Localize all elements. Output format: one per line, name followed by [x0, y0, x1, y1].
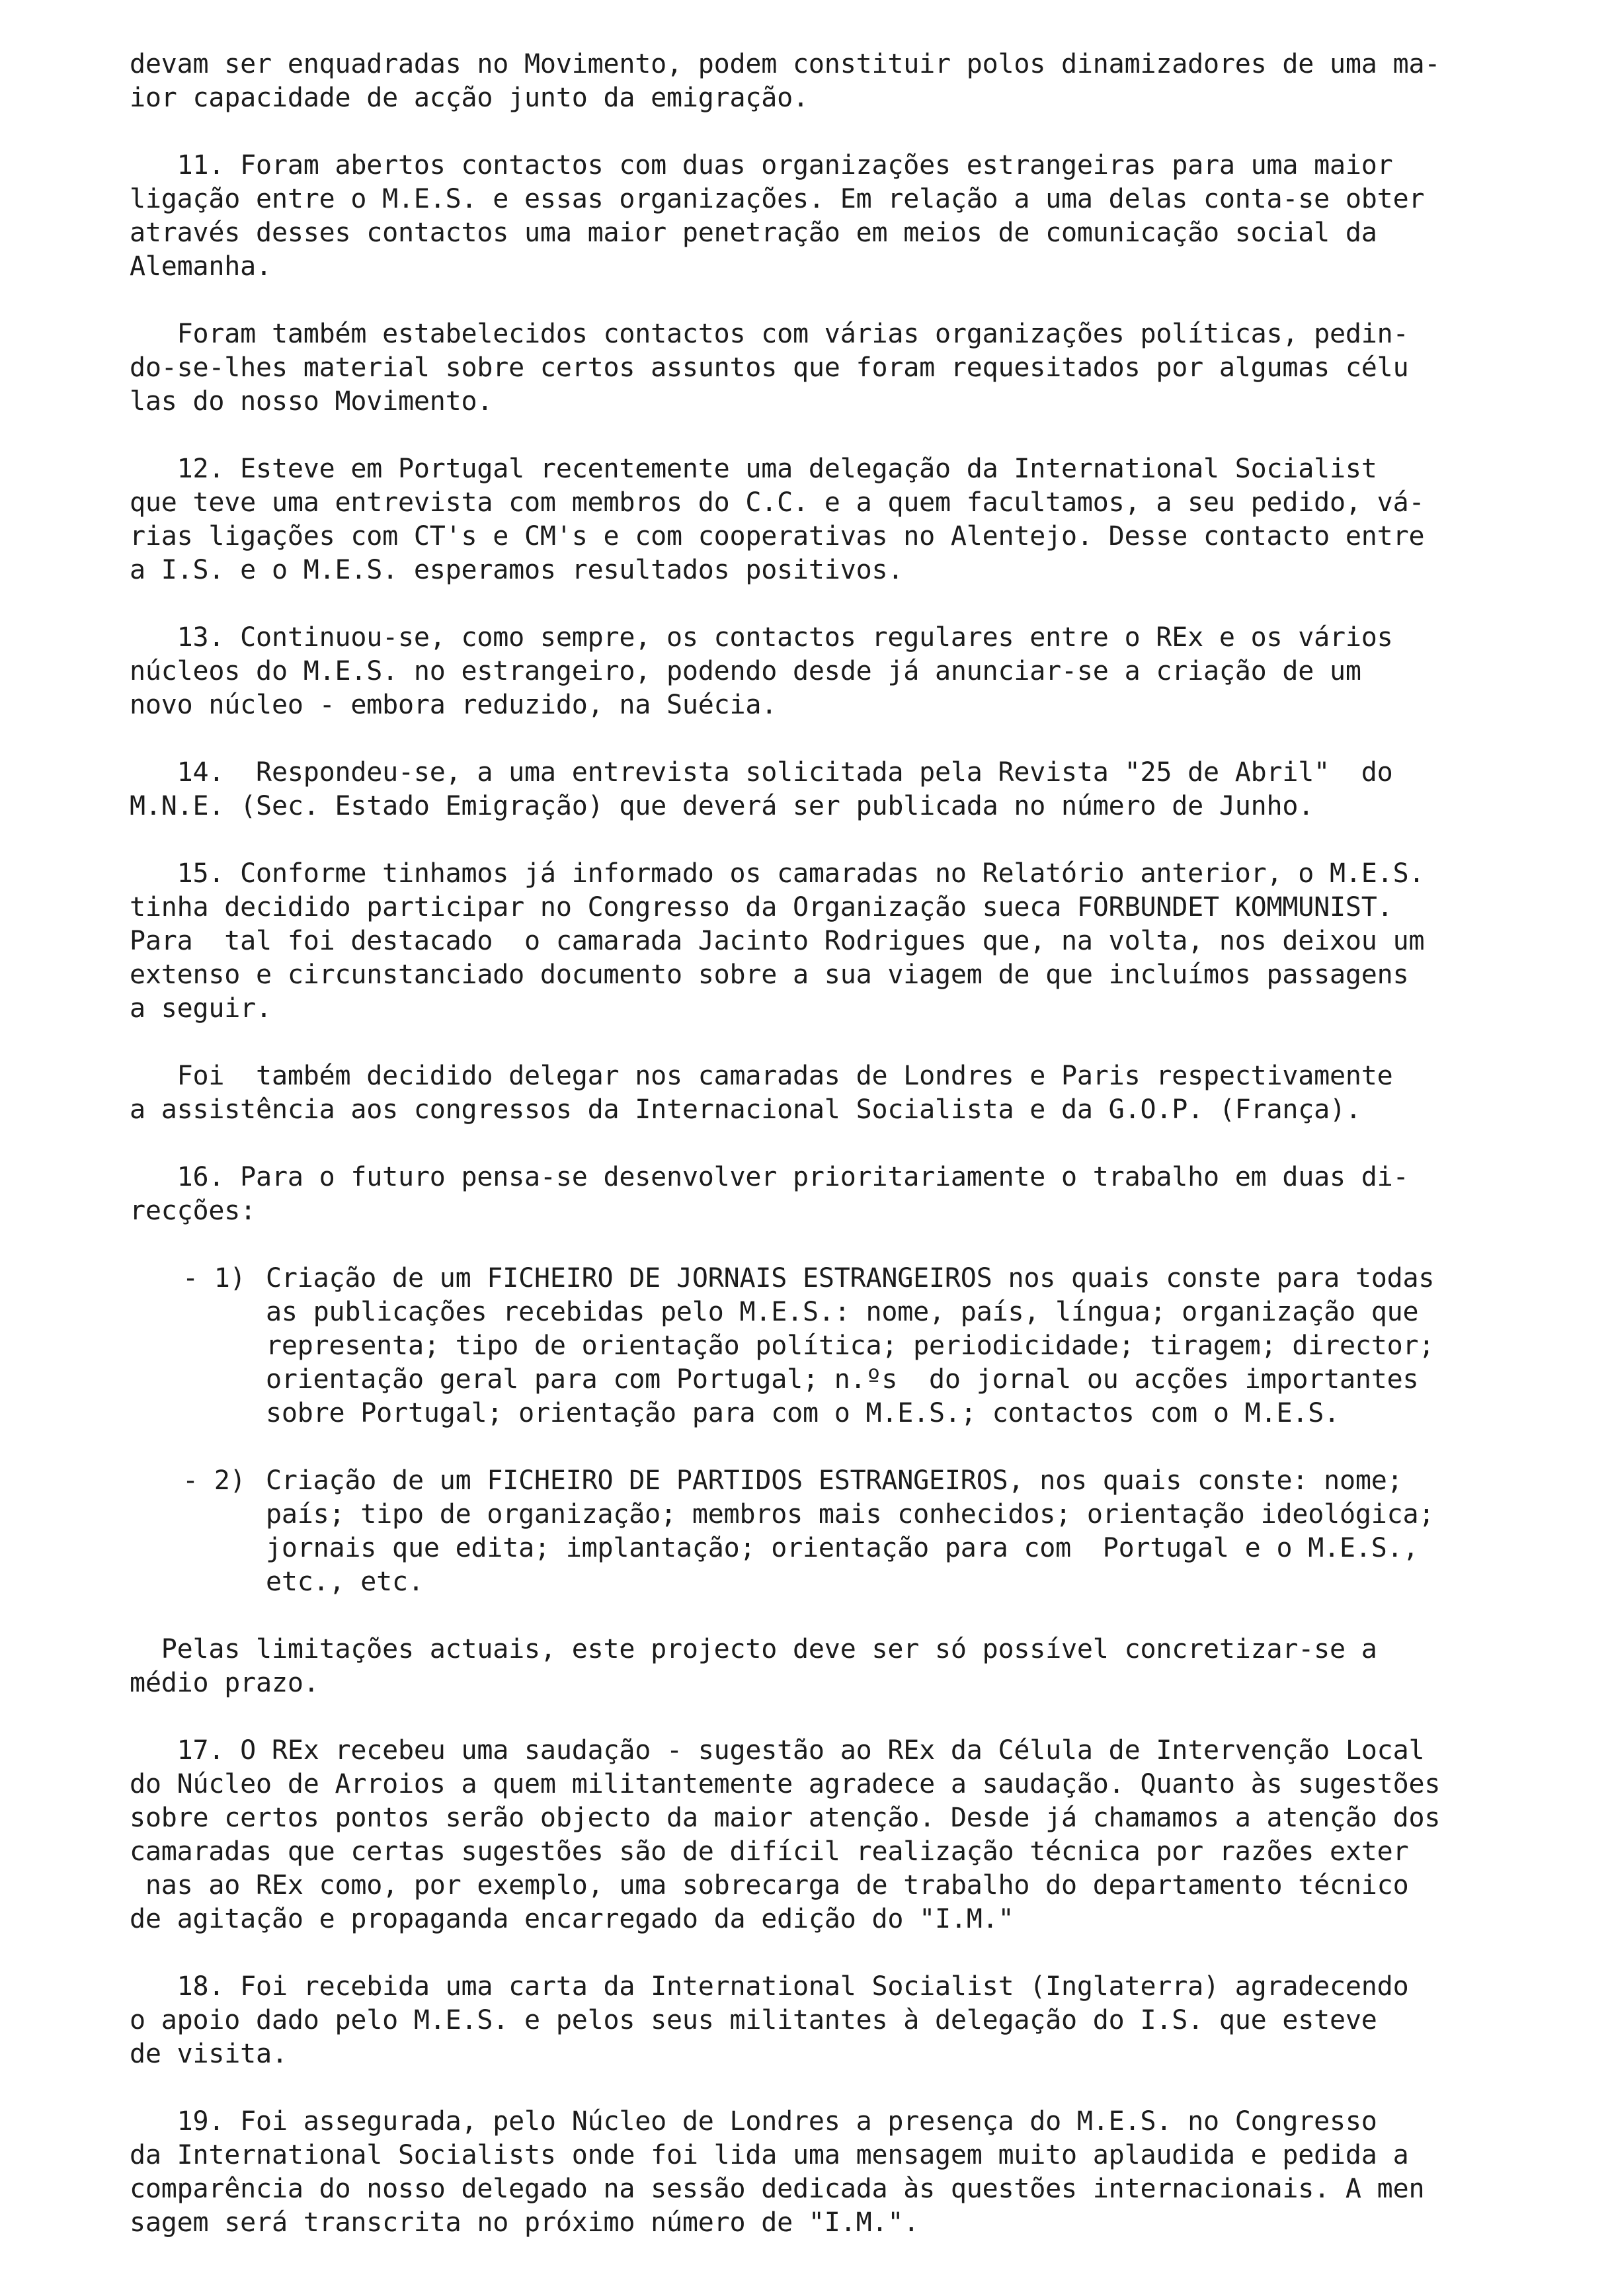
paragraph-15 [130, 857, 1505, 1026]
paragraph-12 [130, 452, 1505, 587]
text-line: país; tipo de organização; membros mais conhecidos; orientação ideológica; [266, 1499, 1435, 1530]
text-line: nas ao REx como, por exemplo, uma sobrecarga de trabalho do departamento técnico [130, 1870, 1409, 1901]
text-line: do Núcleo de Arroios a quem militantemente agradece a saudação. Quanto às sugestões [130, 1769, 1441, 1799]
text-line: que teve uma entrevista com membros do C.C. e a quem facultamos, a seu pedido, vá- [130, 487, 1425, 518]
text-line: camaradas que certas sugestões são de difícil realização técnica por razões exter [130, 1836, 1409, 1867]
text-line: novo núcleo - embora reduzido, na Suécia. [130, 690, 778, 720]
text-line: recções: [130, 1196, 257, 1226]
text-line: Pelas limitações actuais, este projecto deve ser só possível concretizar-se a [130, 1634, 1377, 1664]
text-line: Criação de um FICHEIRO DE JORNAIS ESTRANGEIROS nos quais conste para todas [266, 1263, 1435, 1293]
paragraph-intro [130, 48, 1505, 115]
text-line: 16. Para o futuro pensa-se desenvolver prioritariamente o trabalho em duas di- [130, 1162, 1409, 1192]
paragraph-18 [130, 1970, 1505, 2071]
text-line: sagem será transcrita no próximo número de "I.M.". [130, 2207, 920, 2238]
text-line: através desses contactos uma maior penetração em meios de comunicação social da [130, 218, 1377, 248]
paragraph-13 [130, 621, 1505, 722]
paragraph-16 [130, 1161, 1505, 1228]
text-line: devam ser enquadradas no Movimento, podem constituir polos dinamizadores de uma ma- [130, 49, 1441, 79]
text-line: 14. Respondeu-se, a uma entrevista solicitada pela Revista "25 de Abril" do [130, 757, 1393, 788]
text-line: ior capacidade de acção junto da emigração. [130, 83, 809, 113]
text-line: etc., etc. [266, 1567, 424, 1597]
list-item-2 [130, 1464, 1505, 1599]
text-line: 13. Continuou-se, como sempre, os contactos regulares entre o REx e os vários [130, 622, 1393, 653]
paragraph-11 [130, 149, 1505, 284]
text-line: Criação de um FICHEIRO DE PARTIDOS ESTRANGEIROS, nos quais conste: nome; [266, 1465, 1403, 1496]
text-line: rias ligações com CT's e CM's e com cooperativas no Alentejo. Desse contacto entre [130, 521, 1425, 552]
text-line: sobre certos pontos serão objecto da maior atenção. Desde já chamamos a atenção dos [130, 1803, 1441, 1833]
paragraph-17 [130, 1734, 1505, 1936]
text-line: da International Socialists onde foi lida uma mensagem muito aplaudida e pedida a [130, 2140, 1409, 2170]
text-line: Para tal foi destacado o camarada Jacinto Rodrigues que, na volta, nos deixou um [130, 926, 1425, 956]
text-line: núcleos do M.E.S. no estrangeiro, podendo desde já anunciar-se a criação de um [130, 656, 1361, 686]
text-line: 19. Foi assegurada, pelo Núcleo de Londres a presença do M.E.S. no Congresso [130, 2106, 1377, 2137]
text-line: jornais que edita; implantação; orientação para com Portugal e o M.E.S., [266, 1533, 1419, 1563]
text-line: a I.S. e o M.E.S. esperamos resultados positivos. [130, 555, 904, 585]
text-line: sobre Portugal; orientação para com o M.E.S.; contactos com o M.E.S. [266, 1398, 1340, 1428]
paragraph-14 [130, 756, 1505, 823]
text-line: médio prazo. [130, 1668, 319, 1698]
text-line: 18. Foi recebida uma carta da International Socialist (Inglaterra) agradecendo [130, 1971, 1409, 2002]
text-line: o apoio dado pelo M.E.S. e pelos seus militantes à delegação do I.S. que esteve [130, 2005, 1377, 2035]
text-line: Foram também estabelecidos contactos com várias organizações políticas, pedin- [130, 319, 1409, 349]
text-line: orientação geral para com Portugal; n.ºs do jornal ou acções importantes [266, 1364, 1419, 1395]
text-line: 12. Esteve em Portugal recentemente uma delegação da International Socialist [130, 454, 1377, 484]
text-line: 17. O REx recebeu uma saudação - sugestão ao REx da Célula de Intervenção Local [130, 1735, 1425, 1766]
document-page [130, 48, 1505, 2274]
text-line: representa; tipo de orientação política; periodicidade; tiragem; director; [266, 1331, 1435, 1361]
paragraph-19 [130, 2105, 1505, 2240]
text-line: as publicações recebidas pelo M.E.S.: nome, país, língua; organização que [266, 1297, 1419, 1327]
text-line: extenso e circunstanciado documento sobre a sua viagem de que incluímos passagens [130, 960, 1409, 990]
text-line: comparência do nosso delegado na sessão dedicada às questões internacionais. A men [130, 2174, 1425, 2204]
text-line: a seguir. [130, 993, 272, 1024]
paragraph-16b [130, 1633, 1505, 1700]
text-line: M.N.E. (Sec. Estado Emigração) que deverá ser publicada no número de Junho. [130, 791, 1314, 821]
paragraph-15b [130, 1059, 1505, 1127]
text-line: do-se-lhes material sobre certos assuntos que foram requesitados por algumas célu [130, 352, 1409, 383]
text-line: las do nosso Movimento. [130, 386, 493, 417]
text-line: de agitação e propaganda encarregado da edição do "I.M." [130, 1904, 1014, 1934]
list-marker: - 2) [182, 1465, 246, 1496]
text-line: de visita. [130, 2039, 288, 2069]
list-item-1 [130, 1262, 1505, 1430]
text-line: ligação entre o M.E.S. e essas organizações. Em relação a uma delas conta-se obter [130, 184, 1425, 214]
text-line: Alemanha. [130, 251, 272, 282]
list-marker: - 1) [182, 1263, 246, 1293]
text-line: Foi também decidido delegar nos camaradas de Londres e Paris respectivamente [130, 1061, 1393, 1091]
text-line: tinha decidido participar no Congresso da Organização sueca FORBUNDET KOMMUNIST. [130, 892, 1393, 922]
text-line: 15. Conforme tinhamos já informado os camaradas no Relatório anterior, o M.E.S. [130, 858, 1425, 889]
paragraph-11b [130, 317, 1505, 419]
text-line: a assistência aos congressos da Internacional Socialista e da G.O.P. (França). [130, 1094, 1361, 1125]
text-line: 11. Foram abertos contactos com duas organizações estrangeiras para uma maior [130, 150, 1393, 181]
